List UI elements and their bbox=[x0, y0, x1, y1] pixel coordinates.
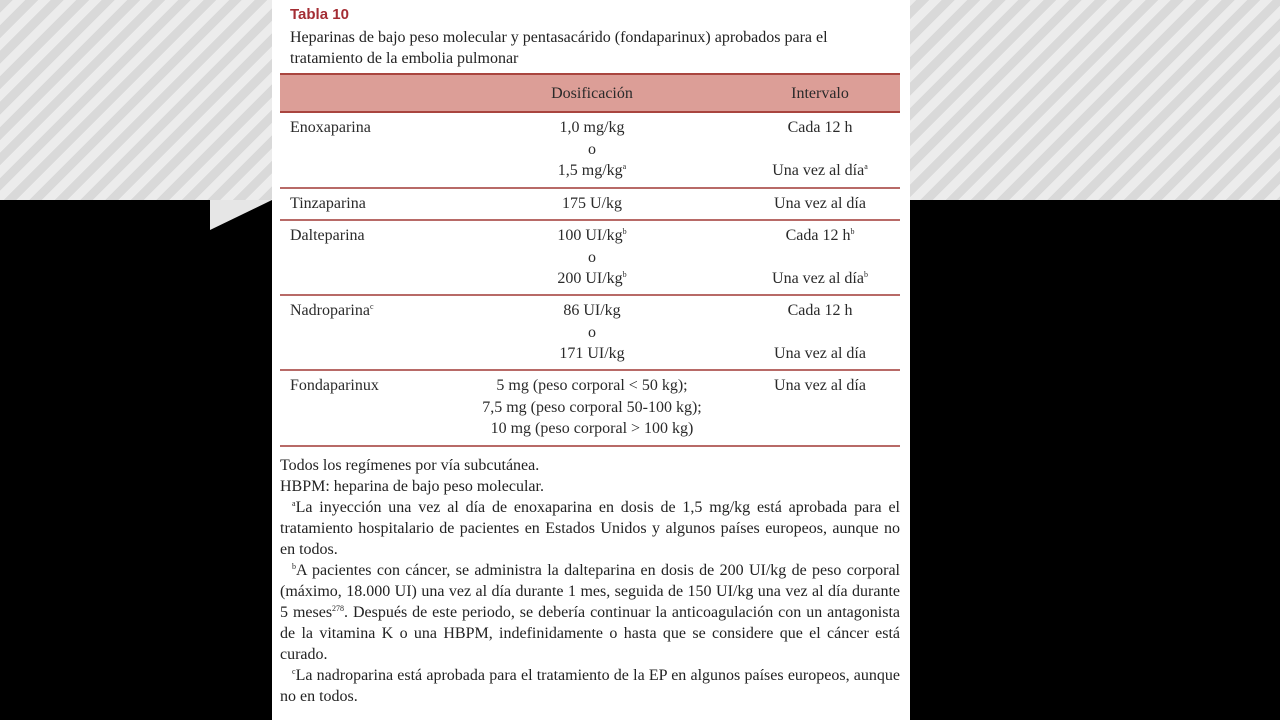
footnote-b-mark: b bbox=[292, 562, 296, 571]
drug-name: Enoxaparina bbox=[290, 119, 371, 136]
dosage-cell-line: 5 mg (peso corporal < 50 kg); bbox=[496, 377, 688, 394]
interval-cell-line: Una vez al día bbox=[774, 195, 866, 212]
table-row bbox=[280, 371, 900, 447]
dosage-cell-line: 1,5 $mg/kg^a$ bbox=[557, 162, 627, 179]
dosage-cell-line: o bbox=[588, 323, 596, 341]
drug-name: Tinzaparina bbox=[290, 195, 366, 212]
table-row bbox=[280, 221, 900, 296]
interval-cell bbox=[750, 225, 890, 290]
dosage-cell-line: 1,0 mg/kg bbox=[559, 119, 625, 136]
dosage-cell bbox=[422, 193, 762, 215]
table-header bbox=[280, 73, 900, 113]
interval-cell-line bbox=[750, 139, 890, 161]
drug-name: Nadroparina$^c$ bbox=[290, 302, 374, 319]
dosage-cell bbox=[422, 300, 762, 365]
footnote-b bbox=[280, 560, 900, 665]
document-page bbox=[272, 0, 910, 720]
header-dosage: Dosificación bbox=[551, 85, 633, 102]
header-interval: Intervalo bbox=[791, 85, 849, 102]
slide-tab-shape bbox=[210, 200, 272, 230]
footnote-c bbox=[280, 665, 900, 707]
footnote-b-ref: 278 bbox=[332, 604, 345, 613]
dosage-cell bbox=[422, 375, 762, 440]
footnote-c-text: La nadroparina está aprobada para el tratamiento de la EP en algunos países europeos, aunque no en todos. bbox=[280, 667, 900, 705]
dosage-cell-line: 86 UI/kg bbox=[563, 302, 621, 319]
footnote-b-text-1: A pacientes con cáncer, se administra la dalteparina en dosis de 200 UI/kg de peso corporal (máximo, 18.000 UI) una vez al día durante 1 mes, seguida de 150 UI/kg una vez al día durante 5 meses bbox=[280, 562, 900, 621]
interval-cell-line: Cada 12 h bbox=[787, 302, 853, 319]
interval-cell-line: Una vez al día bbox=[774, 377, 866, 394]
table-label: Tabla 10 bbox=[290, 6, 349, 23]
dosage-cell-line: 10 mg (peso corporal > 100 kg) bbox=[490, 420, 694, 437]
footnote-a-mark: a bbox=[292, 499, 296, 508]
footnote-a bbox=[280, 497, 900, 560]
footnote-abbrev: HBPM: heparina de bajo peso molecular. bbox=[280, 478, 544, 495]
dosage-cell-line: 200 $UI/kg^b$ bbox=[557, 270, 627, 287]
footnote-c-mark: c bbox=[292, 667, 296, 676]
dosage-cell bbox=[422, 225, 762, 290]
interval-cell bbox=[750, 117, 890, 182]
interval-cell-line: Cada 12 $h^b$ bbox=[785, 227, 855, 244]
dosage-cell-line: o bbox=[588, 248, 596, 266]
interval-cell-line bbox=[750, 322, 890, 344]
footnote-route: Todos los regímenes por vía subcutánea. bbox=[280, 457, 540, 474]
footnote-b-text-2: . Después de este periodo, se debería continuar la anticoagulación con un antagonista de la vitamina K o una HBPM, indefinidamente o hasta que se considere que el cáncer está curado. bbox=[280, 604, 900, 663]
interval-cell-line: Una vez al día bbox=[774, 345, 866, 362]
dosage-cell-line: 100 $UI/kg^b$ bbox=[557, 227, 627, 244]
dosage-cell bbox=[422, 117, 762, 182]
interval-cell bbox=[750, 300, 890, 365]
dosage-cell-line: 175 U/kg bbox=[562, 195, 622, 212]
interval-cell-line: Una vez al día$^a$ bbox=[772, 162, 868, 179]
interval-cell-line: Cada 12 h bbox=[787, 119, 853, 136]
footnote-a-text: La inyección una vez al día de enoxaparina en dosis de 1,5 mg/kg está aprobada para el tratamiento hospitalario de pacientes en Estados Unidos y algunos países europeos, aunque no en todos. bbox=[280, 499, 900, 558]
table-caption: Heparinas de bajo peso molecular y pentasacárido (fondaparinux) aprobados para el tratamiento de la embolia pulmonar bbox=[290, 29, 828, 67]
dosage-cell-line: 171 UI/kg bbox=[559, 345, 625, 362]
dosage-cell-line: o bbox=[588, 140, 596, 158]
dosage-cell-line: 7,5 mg (peso corporal 50-100 kg); bbox=[482, 398, 702, 416]
interval-cell-line bbox=[750, 247, 890, 269]
table-row bbox=[280, 296, 900, 371]
interval-cell bbox=[750, 375, 890, 397]
table-footnotes bbox=[280, 455, 900, 707]
interval-cell-line: Una vez al día$^b$ bbox=[772, 270, 868, 287]
drug-name: Dalteparina bbox=[290, 227, 365, 244]
table-row bbox=[280, 189, 900, 221]
drug-name: Fondaparinux bbox=[290, 377, 379, 394]
interval-cell bbox=[750, 193, 890, 215]
table-row bbox=[280, 113, 900, 189]
